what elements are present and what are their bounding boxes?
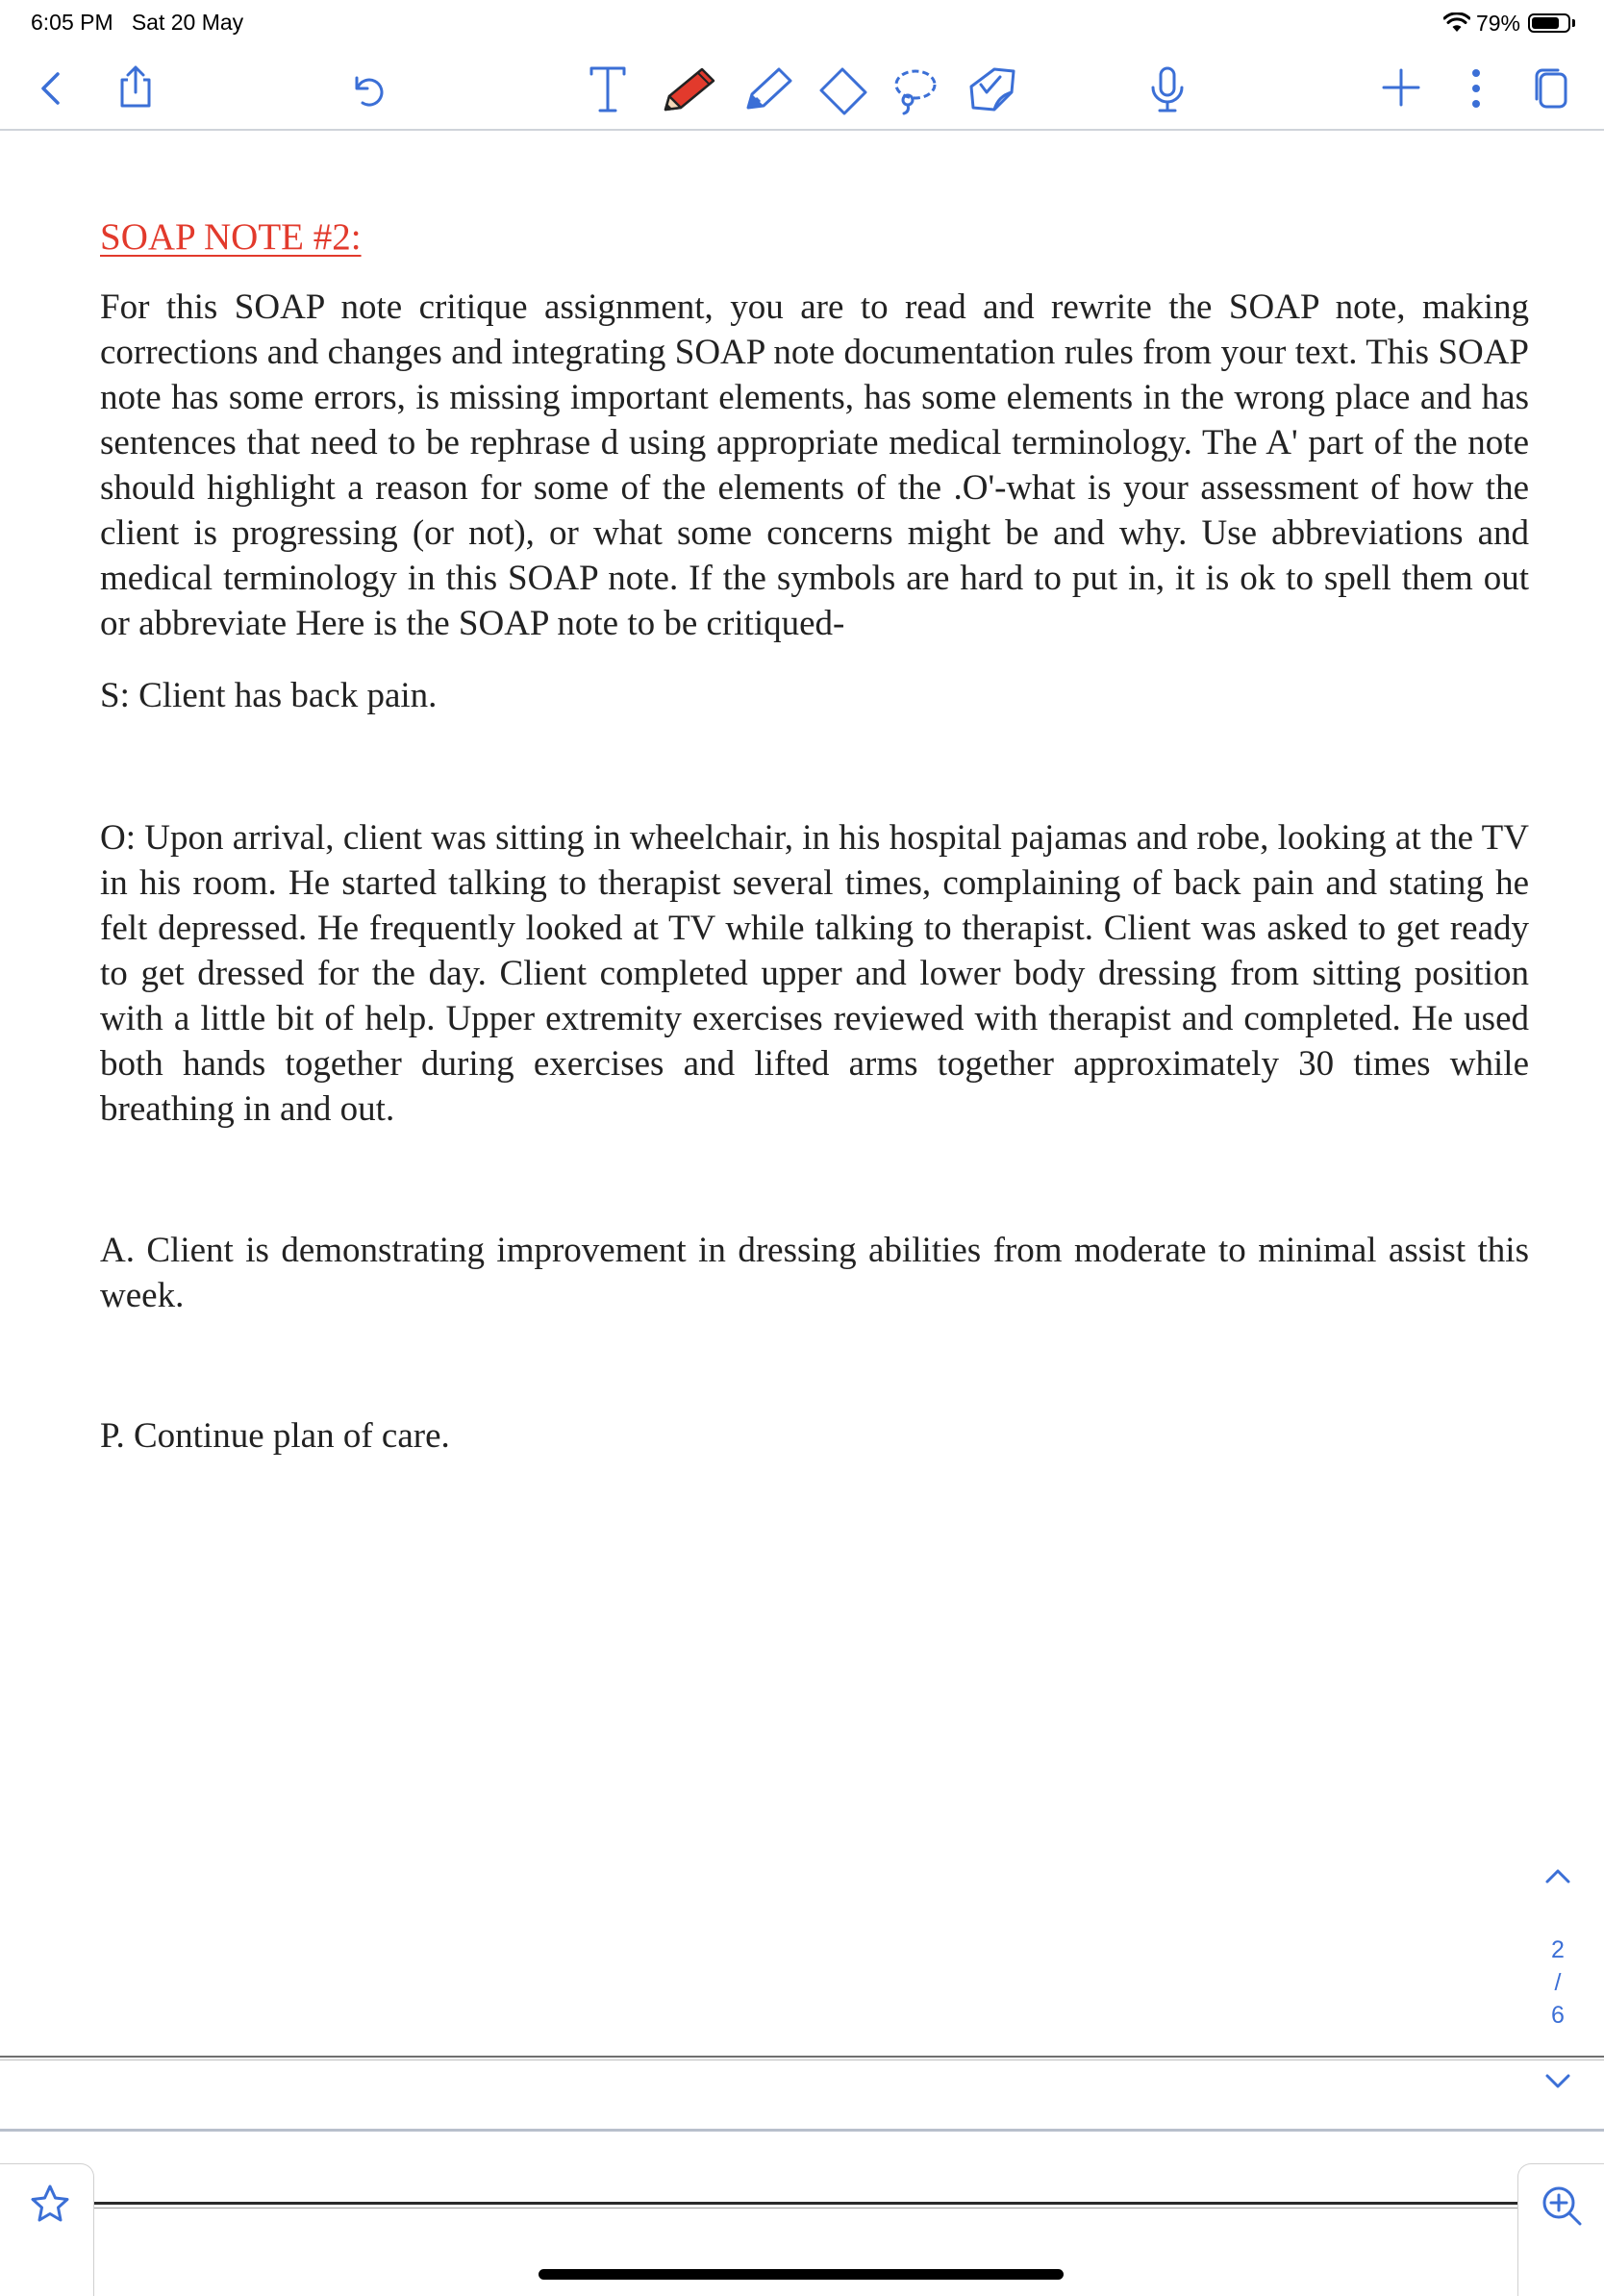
next-page-icon[interactable] (1544, 2073, 1571, 2090)
sticker-tool-button[interactable] (965, 63, 1019, 115)
toolbar (0, 46, 1604, 131)
sticker-icon (965, 63, 1019, 115)
page-divider-shadow (0, 2059, 1604, 2060)
pages-icon (1531, 66, 1569, 111)
previous-page-icon[interactable] (1544, 1867, 1571, 1884)
record-audio-button[interactable] (1144, 63, 1190, 117)
battery-fill (1532, 17, 1559, 29)
thumbnail-strip-divider (0, 2129, 1604, 2132)
text-tool-icon (587, 64, 629, 114)
back-chevron-icon (39, 71, 61, 106)
wifi-icon (1443, 12, 1470, 34)
highlighter-tool-button[interactable] (740, 63, 796, 115)
eraser-icon (815, 63, 871, 115)
lasso-tool-button[interactable] (889, 65, 939, 115)
back-button[interactable] (31, 67, 69, 110)
page-separator: / (1554, 1969, 1562, 1996)
favorite-panel (0, 2163, 94, 2296)
objective-section: O: Upon arrival, client was sitting in wheelchair, in his hospital pajamas and robe, looking at the TV in his room. He started talking to therapist several times, complaining of back pain and stating he felt depressed. He frequently looked at TV while talking to therapist. Client was asked to get ready to get dressed for the day. Client completed upper and lower body dressing from sitting position with a little bit of help. Upper extremity exercises reviewed with therapist and completed. He used both hands together during exercises and lifted arms together approximately 30 times while breathing in and out. (100, 818, 1529, 1129)
page-divider (0, 2056, 1604, 2058)
add-icon (1381, 67, 1421, 108)
page-navigator (1529, 1867, 1587, 2098)
undo-button[interactable] (348, 71, 388, 110)
next-page-thumbnail-edge[interactable] (94, 2202, 1517, 2205)
lasso-icon (889, 65, 939, 115)
more-icon (1470, 67, 1482, 110)
star-icon[interactable] (29, 2184, 71, 2224)
status-bar (0, 0, 1604, 46)
share-icon (116, 63, 155, 110)
eraser-tool-button[interactable] (815, 63, 871, 115)
pen-tool-button[interactable] (660, 63, 721, 115)
status-time (31, 10, 243, 36)
total-pages-number: 6 (1551, 2002, 1565, 2029)
highlighter-icon (740, 63, 796, 115)
battery-percent: 79% (1475, 10, 1520, 36)
battery-icon (1528, 13, 1570, 33)
home-indicator[interactable] (539, 2269, 1064, 2280)
battery-tip (1572, 19, 1575, 27)
current-page-number: 2 (1551, 1936, 1565, 1963)
add-button[interactable] (1379, 65, 1423, 110)
pages-button[interactable] (1529, 65, 1571, 112)
undo-icon (349, 73, 388, 108)
plan-section: P. Continue plan of care. (100, 1416, 450, 1456)
assessment-section: A. Client is demonstrating improvement in dressing abilities from moderate to minimal assist this week. (100, 1231, 1529, 1315)
status-right (1443, 8, 1575, 38)
zoom-in-icon[interactable] (1540, 2184, 1584, 2228)
next-page-thumbnail-edge-shadow (94, 2208, 1517, 2209)
document-title: SOAP NOTE #2: (100, 216, 362, 258)
more-options-button[interactable] (1462, 65, 1491, 112)
share-button[interactable] (112, 62, 160, 112)
status-clock: 6:05 PM (31, 10, 113, 35)
status-date: Sat 20 May (131, 10, 244, 35)
zoom-panel (1517, 2163, 1604, 2296)
microphone-icon (1148, 64, 1187, 116)
subjective-section: S: Client has back pain. (100, 676, 438, 715)
intro-paragraph: For this SOAP note critique assignment, you are to read and rewrite the SOAP note, making corrections and changes and integrating SOAP note documentation rules from your text. This SOAP note has some errors, is missing important elements, has some elements in the wrong place and has sentences that need to be rephrase d using appropriate medical terminology. The A' part of the note should highlight a reason for some of the elements of the .O'-what is your assessment of how the client is progressing (or not), or what some concerns might be and why. Use abbreviations and medical terminology in this SOAP note. If the symbols are hard to put in, it is ok to spell them out or abbreviate Here is the SOAP note to be critiqued- (100, 287, 1529, 643)
pen-icon (660, 63, 721, 115)
text-tool-button[interactable] (585, 63, 631, 115)
